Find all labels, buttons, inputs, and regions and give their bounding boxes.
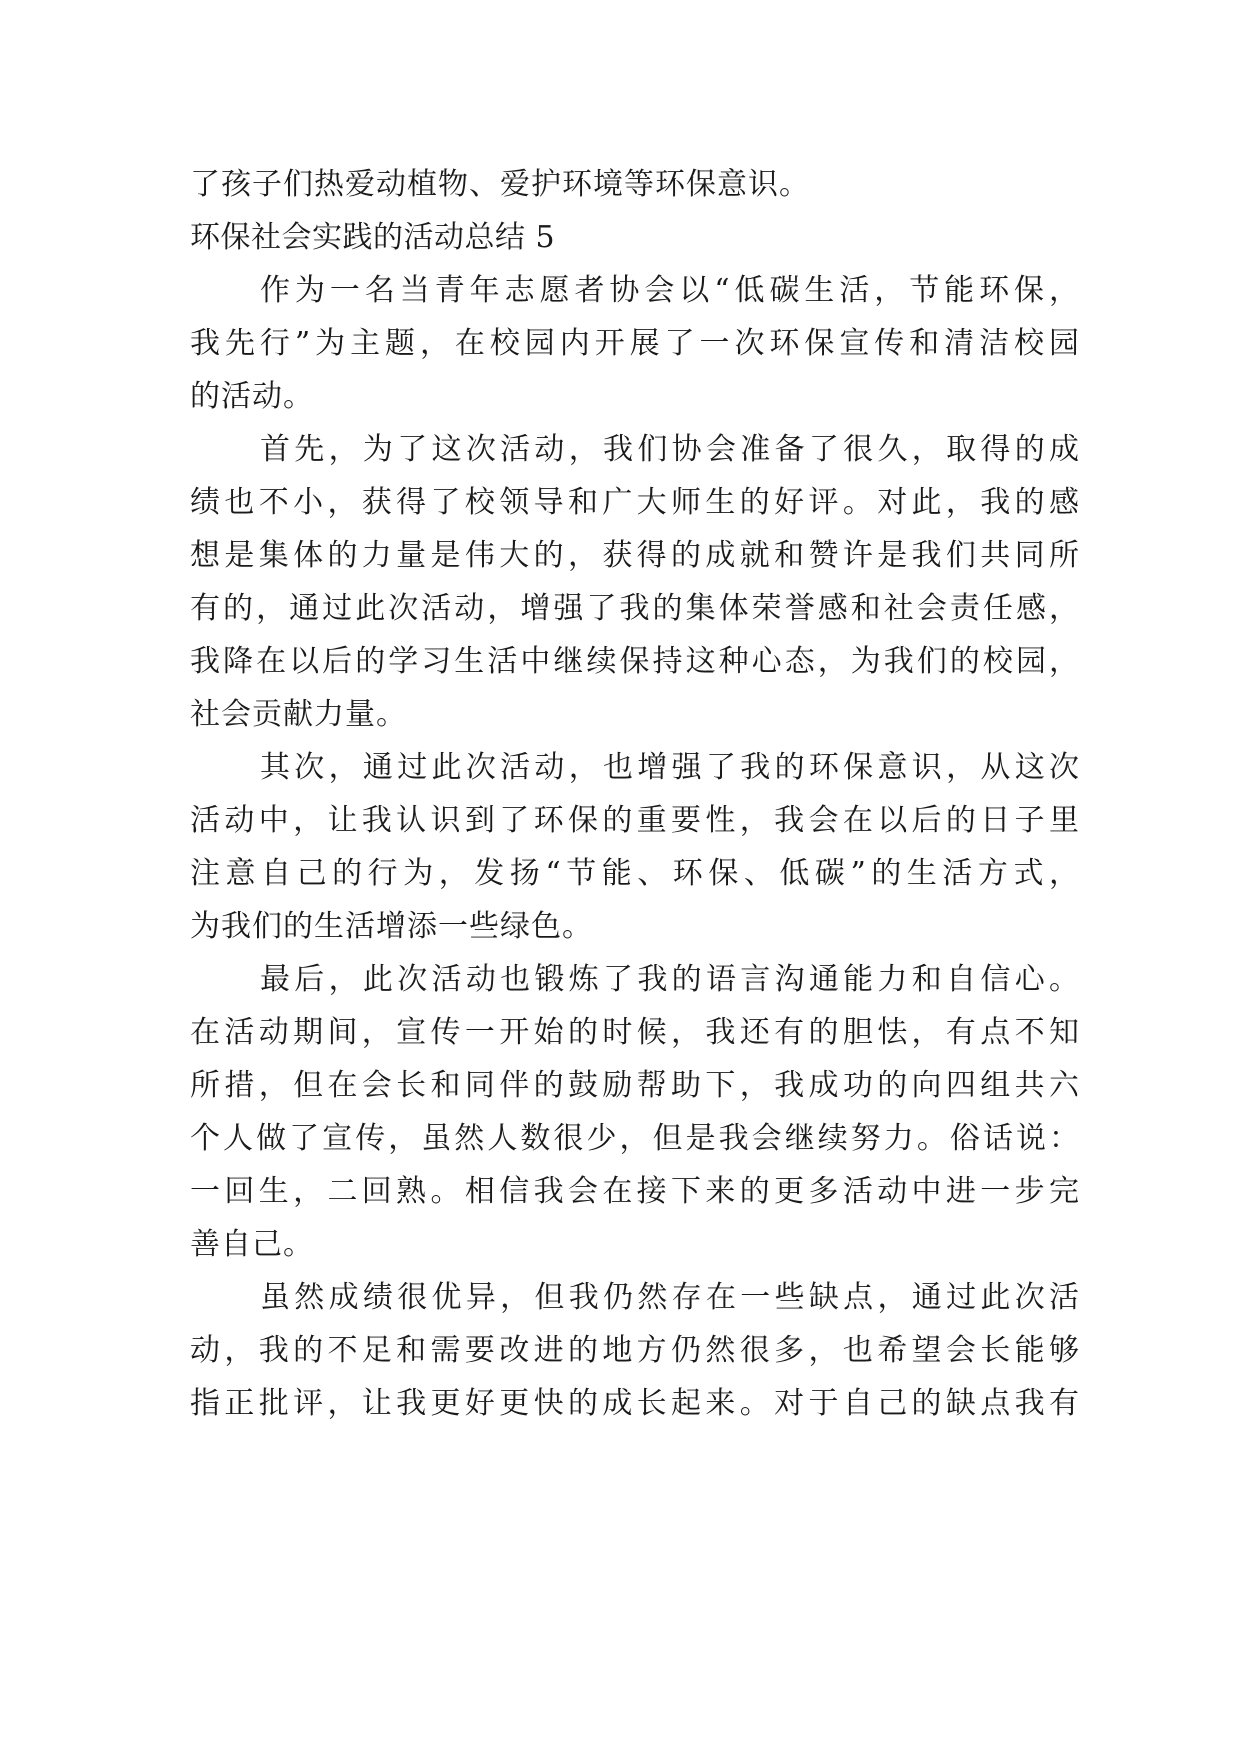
paragraph-line: 作为一名当青年志愿者协会以“低碳生活，节能环保，: [260, 273, 1080, 308]
paragraph-line: 指正批评，让我更好更快的成长起来。对于自己的缺点我有: [190, 1386, 1080, 1421]
paragraph-line: 注意自己的行为，发扬“节能、环保、低碳”的生活方式，: [190, 856, 1080, 891]
paragraph-2: [190, 423, 1080, 741]
paragraph-line: 绩也不小，获得了校领导和广大师生的好评。对此，我的感: [190, 485, 1080, 520]
paragraph-line: 虽然成绩很优异，但我仍然存在一些缺点，通过此次活: [260, 1280, 1080, 1315]
section-title: 环保社会实践的活动总结 5: [190, 220, 556, 255]
paragraph-line: 活动中，让我认识到了环保的重要性，我会在以后的日子里: [190, 803, 1080, 838]
paragraph-3: [190, 741, 1080, 953]
paragraph-line: 的活动。: [190, 379, 314, 414]
paragraph-line: 最后，此次活动也锻炼了我的语言沟通能力和自信心。: [260, 962, 1080, 997]
paragraph-1: [190, 264, 1080, 423]
paragraph-line: 我降在以后的学习生活中继续保持这种心态，为我们的校园，: [190, 644, 1080, 679]
paragraph-line: 我先行”为主题，在校园内开展了一次环保宣传和清洁校园: [190, 326, 1080, 361]
lead-line: 了孩子们热爱动植物、爱护环境等环保意识。: [190, 167, 810, 202]
paragraph-line: 所措，但在会长和同伴的鼓励帮助下，我成功的向四组共六: [190, 1068, 1080, 1103]
paragraph-line: 其次，通过此次活动，也增强了我的环保意识，从这次: [260, 750, 1080, 785]
paragraph-line: 个人做了宣传，虽然人数很少，但是我会继续努力。俗话说：: [190, 1121, 1080, 1156]
paragraph-line: 有的，通过此次活动，增强了我的集体荣誉感和社会责任感，: [190, 591, 1080, 626]
paragraph-5: [190, 1271, 1080, 1430]
paragraph-line: 善自己。: [190, 1227, 314, 1262]
paragraph-4: [190, 953, 1080, 1271]
paragraph-line: 为我们的生活增添一些绿色。: [190, 909, 593, 944]
paragraph-line: 社会贡献力量。: [190, 697, 407, 732]
paragraph-line: 首先，为了这次活动，我们协会准备了很久，取得的成: [260, 432, 1080, 467]
paragraph-line: 在活动期间，宣传一开始的时候，我还有的胆怯，有点不知: [190, 1015, 1080, 1050]
document-body: [190, 158, 1080, 1430]
paragraph-line: 一回生，二回熟。相信我会在接下来的更多活动中进一步完: [190, 1174, 1080, 1209]
paragraph-line: 想是集体的力量是伟大的，获得的成就和赞许是我们共同所: [190, 538, 1080, 573]
paragraph-line: 动，我的不足和需要改进的地方仍然很多，也希望会长能够: [190, 1333, 1080, 1368]
